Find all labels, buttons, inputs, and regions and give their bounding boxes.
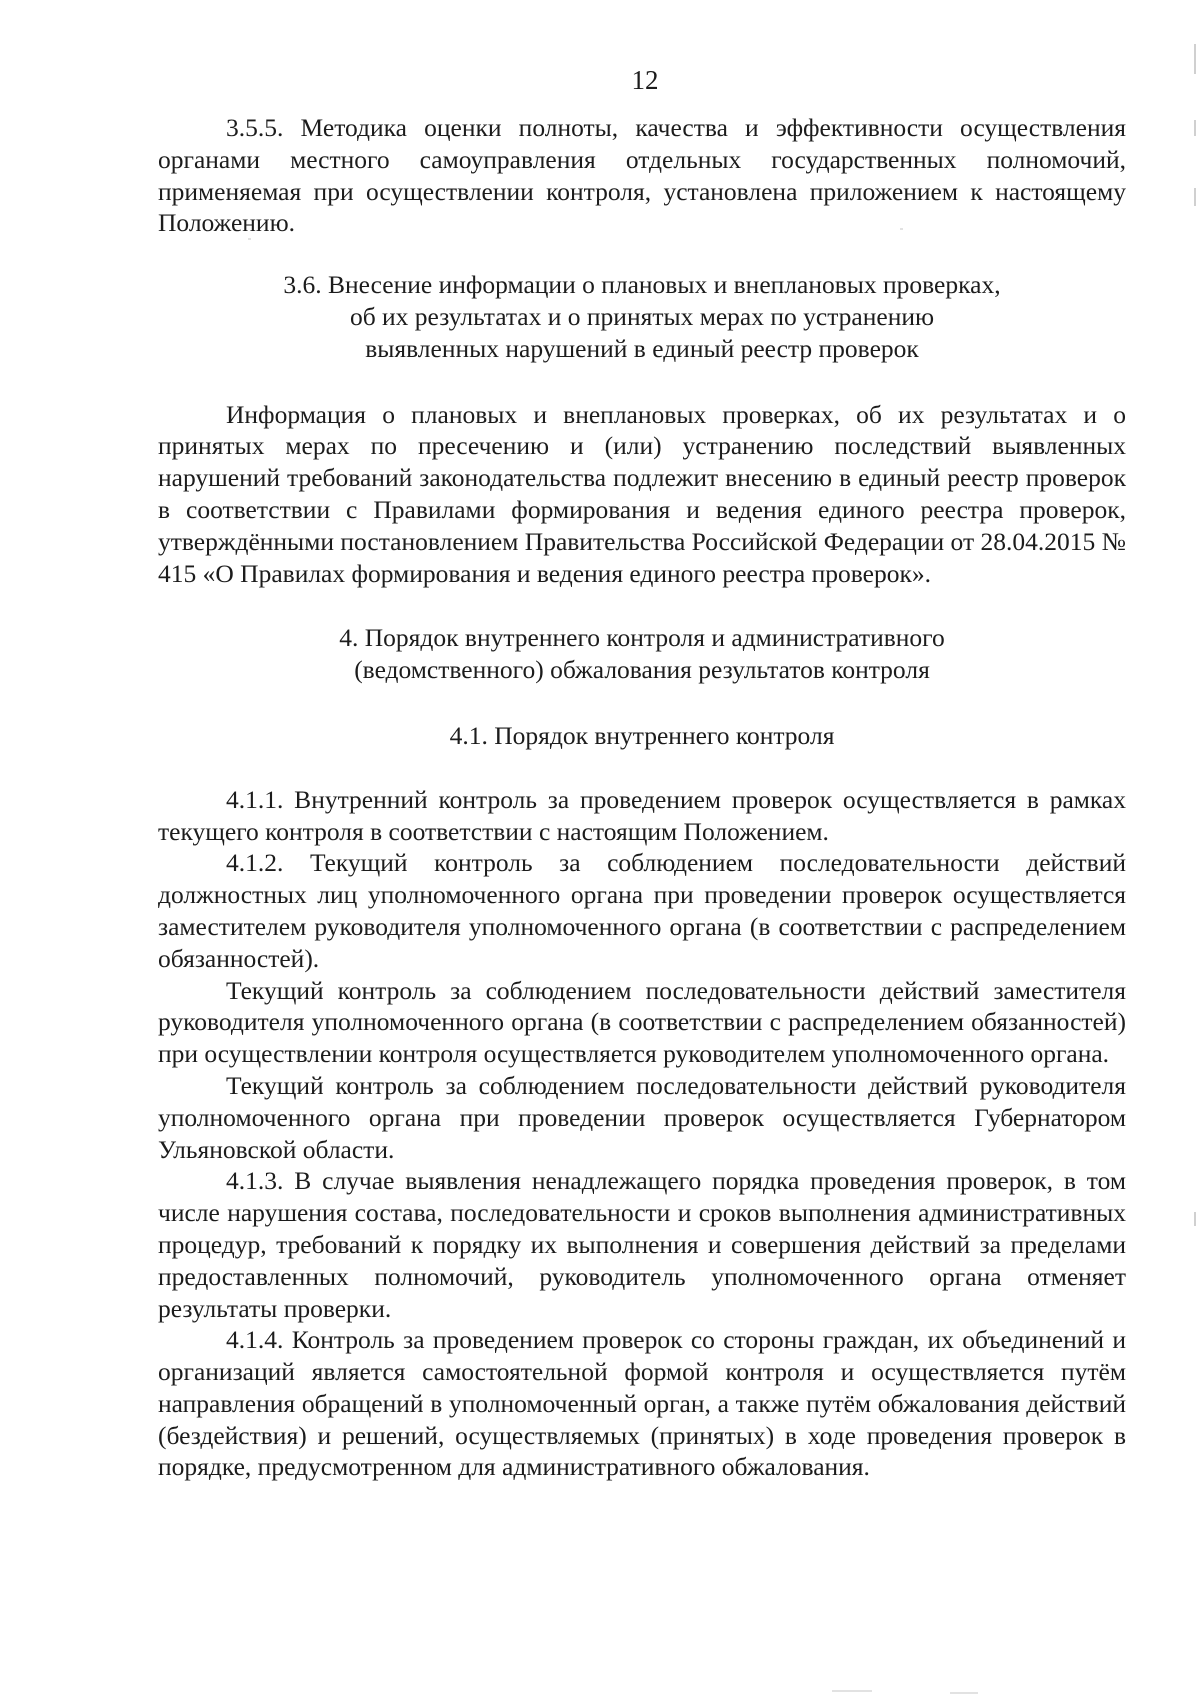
scan-mark <box>1194 120 1196 136</box>
document-body <box>158 112 1126 1483</box>
paragraph-4-1-2: 4.1.2. Текущий контроль за соблюдением последовательности действий должностных лиц уполномоченного органа при проведении проверок осуществляется заместителем руководителя уполномоченного органа (в соответствии с распределением обязанностей). <box>158 848 1126 973</box>
heading-3-6-line-3: выявленных нарушений в единый реестр проверок <box>365 333 919 363</box>
paragraph-4-1-2-head: Текущий контроль за соблюдением последовательности действий руководителя уполномоченного органа при проведении проверок осуществляется Губернатором Ульяновской области. <box>158 1070 1126 1164</box>
page-number: 12 <box>631 65 659 95</box>
heading-4-1: 4.1. Порядок внутреннего контроля <box>449 720 835 750</box>
scan-speck <box>248 238 251 240</box>
paragraph-4-1-2-deputy: Текущий контроль за соблюдением последовательности действий заместителя руководителя уполномоченного органа (в соответствии с распределением обязанностей) при осуществлении контроля осуществляется руководителем уполномоченного органа. <box>158 975 1126 1069</box>
heading-4 <box>158 622 1126 686</box>
heading-4-line-1: 4. Порядок внутреннего контроля и административного <box>339 623 945 653</box>
heading-3-6 <box>158 269 1126 364</box>
scan-mark <box>1194 1212 1196 1226</box>
paragraph-4-1-3: 4.1.3. В случае выявления ненадлежащего порядка проведения проверок, в том числе нарушения состава, последовательности и сроков выполнения административных процедур, требований к порядку их выполнения и совершения действий за пределами предоставленных полномочий, руководитель уполномоченного органа отменяет результаты проверки. <box>158 1166 1126 1323</box>
scan-speck <box>900 228 903 230</box>
heading-4-line-2: (ведомственного) обжалования результатов контроля <box>354 655 930 685</box>
paragraph-4-1-4: 4.1.4. Контроль за проведением проверок со стороны граждан, их объединений и организаций является самостоятельной формой контроля и осуществляется путём направления обращений в уполномоченный орган, а также путём обжалования действий (бездействия) и решений, осуществляемых (принятых) в ходе проведения проверок в порядке, предусмотренном для административного обжалования. <box>158 1325 1126 1482</box>
scan-speck <box>832 1690 872 1692</box>
paragraph-3-6: Информация о плановых и внеплановых проверках, об их результатах и о принятых мерах по пресечению и (или) устранению последствий выявленных нарушений требований законодательства подлежит внесению в единый реестр проверок в соответствии с Правилами формирования и ведения единого реестра проверок, утверждёнными постановлением Правительства Российской Федерации от 28.04.2015 № 415 «О Правилах формирования и ведения единого реестра проверок». <box>158 399 1126 588</box>
paragraph-4-1-1: 4.1.1. Внутренний контроль за проведением проверок осуществляется в рамках текущего контроля в соответствии с настоящим Положением. <box>158 784 1126 846</box>
heading-3-6-line-1: 3.6. Внесение информации о плановых и внеплановых проверках, <box>283 270 1001 300</box>
heading-3-6-line-2: об их результатах и о принятых мерах по устранению <box>349 301 935 331</box>
paragraph-3-5-5: 3.5.5. Методика оценки полноты, качества и эффективности осуществления органами местного самоуправления отдельных государственных полномочий, применяемая при осуществлении контроля, установлена приложением к настоящему Положению. <box>158 113 1126 238</box>
scan-mark <box>1194 44 1196 74</box>
scan-mark <box>1194 188 1196 206</box>
scan-speck <box>950 1692 978 1694</box>
